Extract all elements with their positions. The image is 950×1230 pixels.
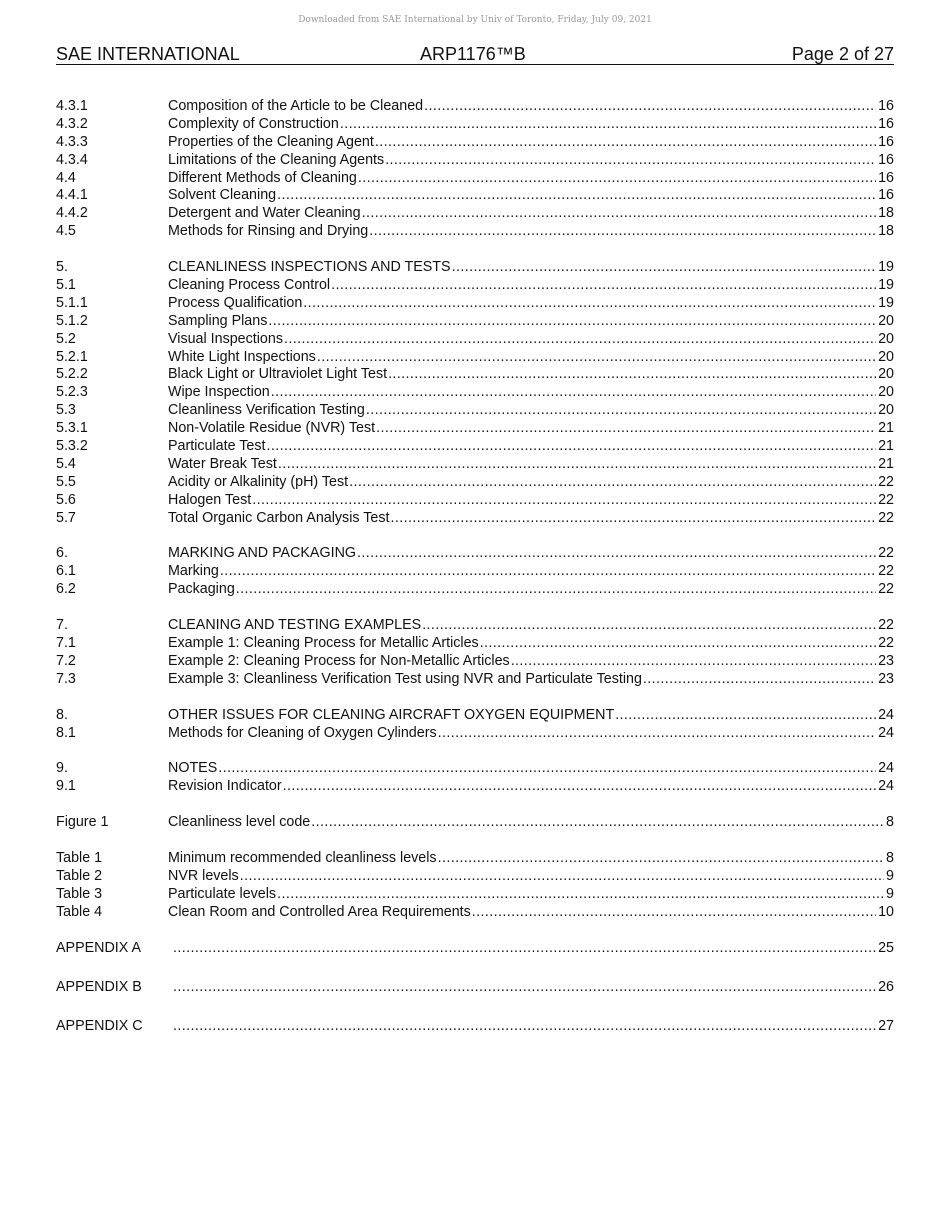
dot-leader	[284, 331, 876, 349]
toc-entry-page: 16	[878, 115, 894, 132]
toc-entry-title: Different Methods of Cleaning	[168, 169, 357, 186]
toc-entry-page: 18	[878, 223, 894, 240]
dot-leader	[340, 116, 876, 134]
toc-entry[interactable]	[56, 778, 894, 796]
toc-entry[interactable]	[56, 868, 894, 886]
toc-entry-title-line	[168, 402, 876, 420]
toc-entry-page: 19	[878, 294, 894, 311]
toc-entry[interactable]	[56, 384, 894, 402]
toc-entry-title: Non-Volatile Residue (NVR) Test	[168, 420, 376, 437]
toc-entry-title: Black Light or Ultraviolet Light Test	[168, 366, 388, 383]
toc-entry-title-line	[168, 635, 876, 653]
toc-entry-page: 22	[878, 509, 894, 526]
toc-entry-title-line	[168, 492, 876, 510]
toc-entry[interactable]	[56, 456, 894, 474]
toc-entry[interactable]	[56, 187, 894, 205]
toc-entry[interactable]	[56, 940, 894, 958]
dot-leader	[268, 313, 876, 331]
toc-entry-number: Table 3	[56, 885, 103, 902]
toc-entry-title: Particulate Test	[168, 438, 266, 455]
toc-entry-title: Sampling Plans	[168, 312, 268, 329]
toc-entry-title-line	[168, 223, 876, 241]
toc-entry[interactable]	[56, 563, 894, 581]
toc-entry-title: Process Qualification	[168, 294, 303, 311]
toc-entry-page: 22	[878, 491, 894, 508]
toc-entry-title: Properties of the Cleaning Agent	[168, 133, 374, 150]
toc-entry-page: 19	[878, 277, 894, 293]
toc-entry-page: 20	[878, 402, 894, 419]
dot-leader	[218, 760, 876, 778]
dot-leader	[311, 814, 884, 832]
toc-entry-page: 20	[878, 348, 894, 365]
toc-entry-page: 22	[878, 545, 894, 562]
toc-entry-title-line	[168, 456, 876, 474]
dot-leader	[277, 886, 884, 904]
toc-entry-title-line	[168, 205, 876, 223]
toc-entry-number: 9.	[56, 760, 68, 777]
toc-entry-number: 4.3.1	[56, 97, 88, 114]
toc-entry-title: NVR levels	[168, 868, 239, 885]
toc-entry-title: Example 2: Cleaning Process for Non-Metallic Articles	[168, 652, 510, 669]
toc-entry-number: 5.1.2	[56, 312, 88, 329]
dot-leader	[252, 492, 876, 510]
dot-leader	[278, 456, 876, 474]
toc-entry-number: 7.1	[56, 635, 76, 652]
toc-entry-number: APPENDIX B	[56, 978, 142, 995]
toc-entry-page: 8	[886, 814, 894, 831]
toc-entry-title-line	[168, 510, 876, 528]
dot-leader	[390, 510, 876, 528]
toc-entry-number: 4.4.2	[56, 205, 88, 222]
toc-entry-title-line	[168, 366, 876, 384]
dot-leader	[643, 671, 876, 689]
toc-entry-title: Cleanliness level code	[168, 814, 311, 831]
table-of-contents	[56, 98, 894, 1056]
toc-entry-page: 23	[878, 670, 894, 687]
toc-entry-title: NOTES	[168, 760, 218, 777]
toc-entry-number: APPENDIX A	[56, 939, 142, 956]
dot-leader	[240, 868, 884, 886]
toc-entry-page: 21	[878, 455, 894, 472]
toc-entry[interactable]	[56, 617, 894, 635]
dot-leader	[317, 349, 876, 367]
toc-entry-number: 5.2	[56, 330, 76, 347]
dot-leader	[358, 170, 876, 188]
toc-entry[interactable]	[56, 474, 894, 492]
toc-entry[interactable]	[56, 438, 894, 456]
toc-entry-number: 4.4	[56, 169, 76, 186]
toc-entry-title-line	[168, 134, 876, 152]
toc-entry-title: Complexity of Construction	[168, 115, 339, 132]
header-document-id: ARP1176™B	[420, 44, 526, 64]
toc-entry[interactable]	[56, 402, 894, 420]
toc-entry-number: 8.1	[56, 724, 76, 741]
toc-entry-title: Methods for Rinsing and Drying	[168, 223, 369, 240]
toc-entry-page: 10	[878, 903, 894, 920]
toc-entry[interactable]	[56, 814, 894, 832]
toc-entry-title-line	[168, 707, 876, 725]
toc-entry-title-line	[168, 187, 876, 205]
toc-entry-title-line	[168, 778, 876, 796]
toc-entry-title: Revision Indicator	[168, 778, 282, 795]
toc-entry[interactable]	[56, 707, 894, 725]
toc-entry-page: 19	[878, 259, 894, 276]
toc-entry-title: Halogen Test	[168, 491, 252, 508]
toc-entry-page: 22	[878, 635, 894, 652]
toc-entry-page: 16	[878, 169, 894, 186]
toc-entry[interactable]	[56, 366, 894, 384]
toc-entry[interactable]	[56, 545, 894, 563]
toc-entry-number: 7.3	[56, 670, 76, 687]
toc-entry-title: MARKING AND PACKAGING	[168, 545, 357, 562]
dot-leader	[511, 653, 876, 671]
toc-entry-number: 9.1	[56, 778, 76, 795]
toc-entry-page: 16	[878, 133, 894, 150]
toc-entry-title-line	[168, 420, 876, 438]
toc-entry[interactable]	[56, 223, 894, 241]
dot-leader	[277, 187, 876, 205]
toc-entry-page: 26	[878, 978, 894, 995]
toc-entry-page: 24	[878, 778, 894, 795]
toc-entry-title-line	[172, 979, 876, 997]
toc-entry-number: 4.3.3	[56, 133, 88, 150]
toc-entry-title-line	[168, 545, 876, 563]
toc-group	[56, 98, 894, 241]
header-organization: SAE INTERNATIONAL	[56, 44, 240, 64]
toc-entry-page: 21	[878, 438, 894, 455]
toc-entry-page: 27	[878, 1017, 894, 1034]
toc-entry-page: 20	[878, 384, 894, 401]
toc-entry-title: Detergent and Water Cleaning	[168, 205, 361, 222]
toc-entry-title-line	[168, 384, 876, 402]
toc-entry-page: 22	[878, 617, 894, 634]
toc-entry-title: Water Break Test	[168, 455, 277, 472]
toc-entry[interactable]	[56, 205, 894, 223]
toc-entry-page: 16	[878, 97, 894, 114]
toc-entry[interactable]	[56, 850, 894, 868]
dot-leader	[303, 295, 876, 313]
dot-leader	[369, 223, 876, 241]
toc-entry-title-line	[168, 313, 876, 331]
toc-entry-title: CLEANLINESS INSPECTIONS AND TESTS	[168, 259, 451, 276]
toc-entry-title-line	[168, 760, 876, 778]
toc-entry[interactable]	[56, 979, 894, 997]
dot-leader	[452, 259, 877, 277]
dot-leader	[388, 366, 876, 384]
toc-entry-page: 24	[878, 724, 894, 741]
toc-entry-title-line	[168, 671, 876, 689]
toc-entry-title: CLEANING AND TESTING EXAMPLES	[168, 617, 422, 634]
toc-entry[interactable]	[56, 349, 894, 367]
toc-entry[interactable]	[56, 259, 894, 277]
toc-entry-title-line	[168, 170, 876, 188]
page-header	[56, 43, 894, 65]
toc-entry-page: 9	[886, 868, 894, 885]
toc-group	[56, 1018, 894, 1036]
toc-entry-page: 16	[878, 187, 894, 204]
toc-entry-page: 23	[878, 652, 894, 669]
dot-leader	[236, 581, 876, 599]
toc-entry[interactable]	[56, 725, 894, 743]
toc-entry-title-line	[168, 277, 876, 295]
toc-entry[interactable]	[56, 653, 894, 671]
toc-entry-title-line	[168, 814, 884, 832]
toc-entry-number: 7.2	[56, 652, 76, 669]
toc-entry-number: 5.3.1	[56, 420, 88, 437]
toc-entry-title: Marking	[168, 563, 219, 580]
toc-entry-title-line	[168, 474, 876, 492]
toc-entry-title-line	[168, 295, 876, 313]
toc-entry[interactable]	[56, 98, 894, 116]
toc-entry[interactable]	[56, 492, 894, 510]
toc-entry-title: Minimum recommended cleanliness levels	[168, 850, 437, 867]
toc-entry-number: 6.2	[56, 581, 76, 598]
toc-entry-title: Acidity or Alkalinity (pH) Test	[168, 473, 349, 490]
dot-leader	[366, 402, 876, 420]
dot-leader	[376, 420, 876, 438]
toc-entry-title: Cleanliness Verification Testing	[168, 402, 365, 419]
toc-entry-page: 21	[878, 420, 894, 437]
toc-entry-number: 7.	[56, 617, 68, 634]
toc-entry-title-line	[168, 98, 876, 116]
toc-entry-page: 22	[878, 473, 894, 490]
toc-entry[interactable]	[56, 581, 894, 599]
toc-entry[interactable]	[56, 313, 894, 331]
toc-entry[interactable]	[56, 635, 894, 653]
toc-entry-number: 5.1	[56, 277, 76, 293]
toc-entry-page: 9	[886, 885, 894, 902]
dot-leader	[266, 438, 876, 456]
toc-entry-page: 22	[878, 563, 894, 580]
toc-entry-number: Table 1	[56, 850, 103, 867]
toc-entry-title: Visual Inspections	[168, 330, 283, 347]
toc-entry-number: 5.2.2	[56, 366, 88, 383]
toc-group	[56, 940, 894, 958]
toc-entry-number: Figure 1	[56, 814, 109, 831]
toc-group	[56, 617, 894, 689]
dot-leader	[173, 1018, 876, 1036]
toc-entry-title-line	[168, 152, 876, 170]
toc-entry-title: Example 1: Cleaning Process for Metallic Articles	[168, 635, 479, 652]
toc-entry[interactable]	[56, 295, 894, 313]
toc-entry-title-line	[168, 725, 876, 743]
toc-entry-page: 24	[878, 706, 894, 723]
toc-entry-title-line	[168, 563, 876, 581]
toc-entry-title-line	[168, 116, 876, 134]
toc-entry[interactable]	[56, 331, 894, 349]
dot-leader	[472, 904, 876, 922]
toc-entry-title: Wipe Inspection	[168, 384, 270, 401]
toc-entry-title: Methods for Cleaning of Oxygen Cylinders	[168, 724, 437, 741]
dot-leader	[349, 474, 876, 492]
toc-entry-number: APPENDIX C	[56, 1017, 143, 1034]
toc-entry-number: 5.3.2	[56, 438, 88, 455]
dot-leader	[422, 617, 876, 635]
dot-leader	[271, 384, 876, 402]
toc-entry-title: Particulate levels	[168, 885, 277, 902]
toc-entry-page: 20	[878, 330, 894, 347]
toc-entry-number: 4.3.2	[56, 115, 88, 132]
download-watermark: Downloaded from SAE International by Univ of Toronto, Friday, July 09, 2021	[298, 15, 652, 25]
toc-entry-page: 22	[878, 581, 894, 598]
toc-entry[interactable]	[56, 116, 894, 134]
dot-leader	[438, 725, 876, 743]
dot-leader	[173, 979, 876, 997]
toc-group	[56, 545, 894, 599]
header-page-number: Page 2 of 27	[791, 44, 894, 64]
toc-entry-number: 5.1.1	[56, 294, 88, 311]
toc-entry-title: Total Organic Carbon Analysis Test	[168, 509, 390, 526]
toc-entry-page: 20	[878, 312, 894, 329]
toc-entry[interactable]	[56, 152, 894, 170]
dot-leader	[357, 545, 876, 563]
toc-entry-number: 6.	[56, 545, 68, 562]
toc-entry-page: 16	[878, 151, 894, 168]
toc-entry[interactable]	[56, 510, 894, 528]
toc-entry-title: Limitations of the Cleaning Agents	[168, 151, 385, 168]
toc-entry-title-line	[168, 259, 876, 277]
toc-entry-page: 20	[878, 366, 894, 383]
toc-entry-title-line	[168, 653, 876, 671]
toc-entry-number: Table 2	[56, 868, 103, 885]
toc-entry-title-line	[168, 581, 876, 599]
toc-entry-title: OTHER ISSUES FOR CLEANING AIRCRAFT OXYGEN EQUIPMENT	[168, 706, 615, 723]
dot-leader	[362, 205, 877, 223]
dot-leader	[375, 134, 876, 152]
toc-entry-title: White Light Inspections	[168, 348, 316, 365]
toc-entry-page: 18	[878, 205, 894, 222]
toc-entry[interactable]	[56, 886, 894, 904]
toc-entry-title: Solvent Cleaning	[168, 187, 277, 204]
dot-leader	[480, 635, 876, 653]
toc-entry-title: Composition of the Article to be Cleaned	[168, 97, 424, 114]
toc-group	[56, 814, 894, 832]
toc-entry[interactable]	[56, 671, 894, 689]
toc-group	[56, 979, 894, 997]
toc-entry-title: Packaging	[168, 581, 235, 598]
toc-entry-title-line	[168, 886, 884, 904]
toc-entry-number: 5.6	[56, 491, 76, 508]
toc-entry[interactable]	[56, 277, 894, 295]
toc-entry[interactable]	[56, 170, 894, 188]
toc-entry[interactable]	[56, 134, 894, 152]
dot-leader	[615, 707, 876, 725]
toc-entry-page: 8	[886, 850, 894, 867]
toc-entry-title-line	[172, 1018, 876, 1036]
toc-entry-title-line	[172, 940, 876, 958]
toc-entry[interactable]	[56, 1018, 894, 1036]
toc-entry[interactable]	[56, 904, 894, 922]
toc-entry-number: Table 4	[56, 903, 103, 920]
dot-leader	[220, 563, 876, 581]
toc-entry-title: Example 3: Cleanliness Verification Test using NVR and Particulate Testing	[168, 670, 642, 687]
toc-entry-number: 6.1	[56, 563, 76, 580]
toc-entry-number: 4.4.1	[56, 187, 88, 204]
dot-leader	[438, 850, 884, 868]
dot-leader	[385, 152, 876, 170]
toc-group	[56, 707, 894, 743]
toc-entry-page: 25	[878, 939, 894, 956]
toc-group	[56, 850, 894, 922]
toc-group	[56, 761, 894, 797]
toc-entry-number: 5.	[56, 259, 68, 276]
toc-entry-title-line	[168, 349, 876, 367]
toc-entry[interactable]	[56, 761, 894, 779]
toc-entry-number: 5.2.3	[56, 384, 88, 401]
toc-entry-page: 24	[878, 760, 894, 777]
toc-entry-number: 5.7	[56, 509, 76, 526]
toc-entry-number: 5.4	[56, 455, 76, 472]
toc-entry-number: 5.3	[56, 402, 76, 419]
toc-entry-title-line	[168, 438, 876, 456]
toc-entry-title-line	[168, 331, 876, 349]
dot-leader	[283, 778, 876, 796]
dot-leader	[173, 940, 876, 958]
toc-entry-number: 4.5	[56, 223, 76, 240]
toc-entry-title-line	[168, 868, 884, 886]
toc-entry-title: Cleaning Process Control	[168, 277, 331, 293]
dot-leader	[331, 277, 876, 295]
toc-entry-number: 5.2.1	[56, 348, 88, 365]
toc-entry-number: 5.5	[56, 473, 76, 490]
toc-entry-title: Clean Room and Controlled Area Requirements	[168, 903, 471, 920]
toc-group	[56, 259, 894, 527]
toc-entry-title-line	[168, 850, 884, 868]
dot-leader	[424, 98, 876, 116]
toc-entry-title-line	[168, 904, 876, 922]
toc-entry-number: 4.3.4	[56, 151, 88, 168]
toc-entry[interactable]	[56, 420, 894, 438]
toc-entry-number: 8.	[56, 706, 68, 723]
toc-entry-title-line	[168, 617, 876, 635]
